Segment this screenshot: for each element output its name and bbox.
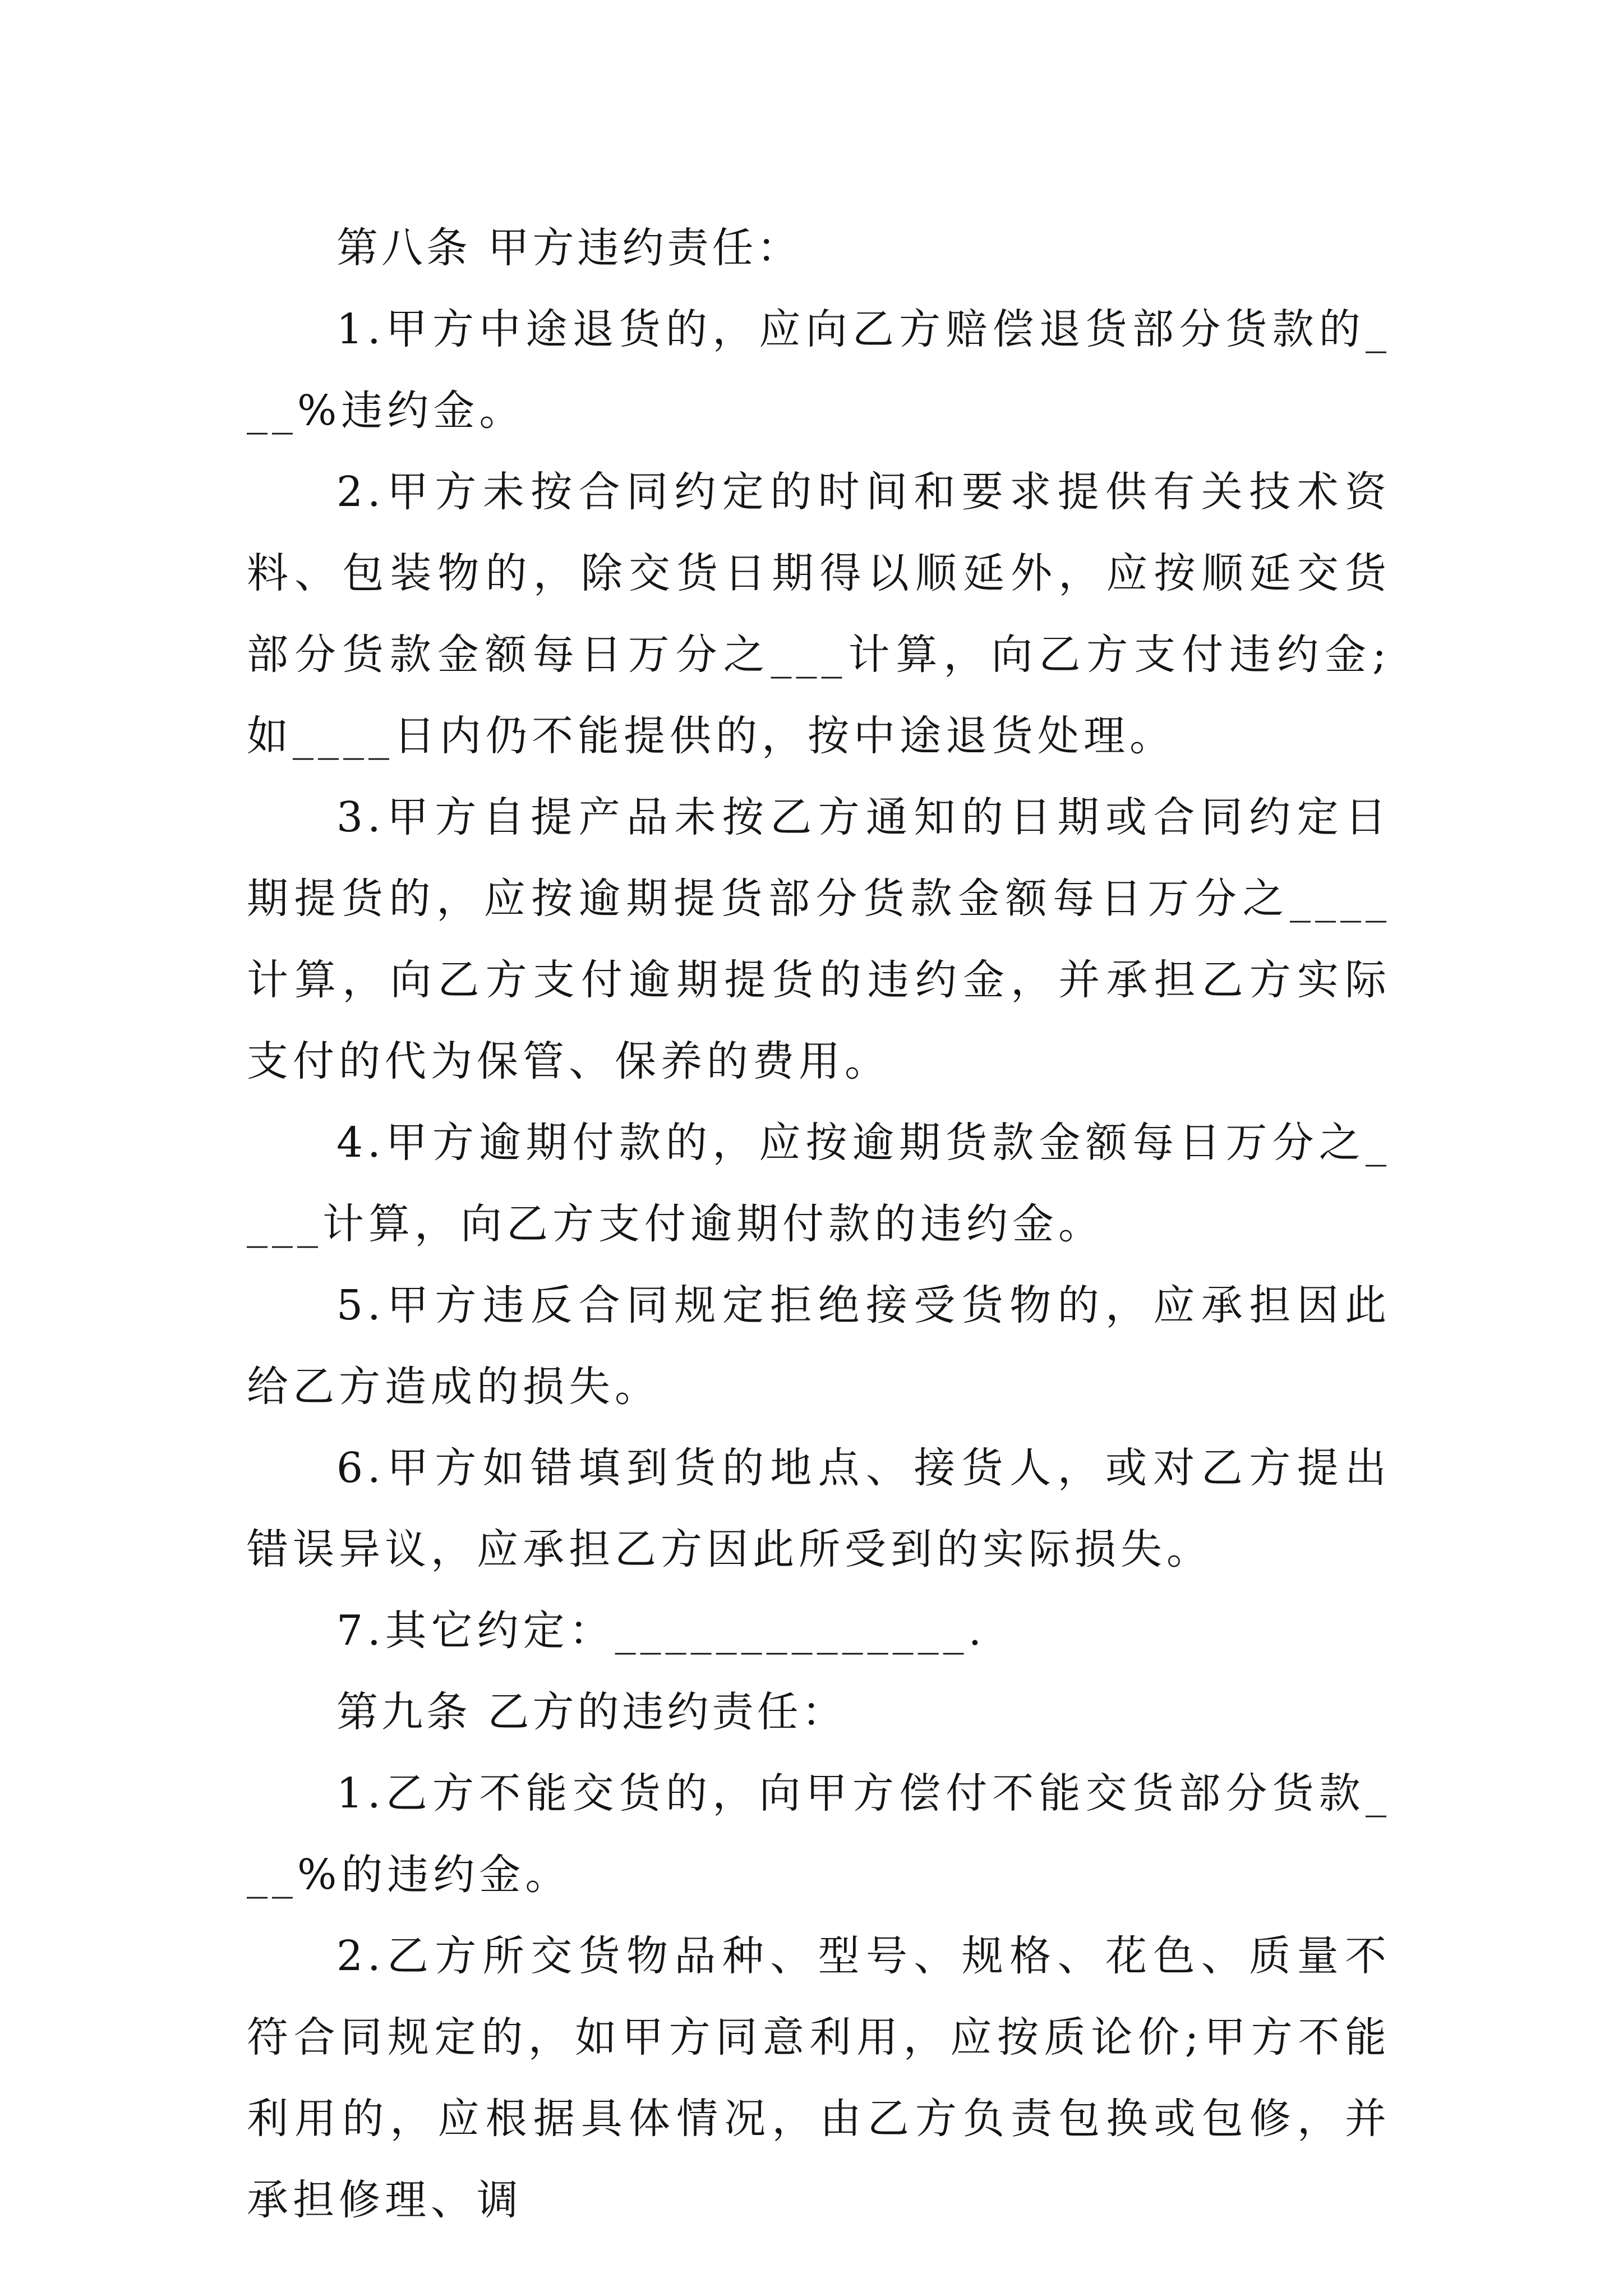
article-8-clause-3: 3.甲方自提产品未按乙方通知的日期或合同约定日期提货的，应按逾期提货部分货款金额每日万分之____计算，向乙方支付逾期提货的违约金，并承担乙方实际支付的代为保管、保养的费用。: [247, 793, 1391, 1085]
document-body: [247, 208, 1391, 2241]
article-9-clause-2: 2.乙方所交货物品种、型号、规格、花色、质量不符合同规定的，如甲方同意利用，应按质论价;甲方不能利用的，应根据具体情况，由乙方负责包换或包修，并承担修理、调: [247, 1932, 1391, 2224]
article-8-clause-4: 4.甲方逾期付款的，应按逾期货款金额每日万分之____计算，向乙方支付逾期付款的违约金。: [247, 1119, 1391, 1248]
article-9-heading: 第九条 乙方的违约责任：: [336, 1688, 847, 1736]
article-8-heading: 第八条 甲方违约责任：: [336, 224, 802, 272]
article-8-clause-6: 6.甲方如错填到货的地点、接货人，或对乙方提出错误异议，应承担乙方因此所受到的实际损失。: [247, 1444, 1391, 1573]
article-8-clause-2: 2.甲方未按合同约定的时间和要求提供有关技术资料、包装物的，除交货日期得以顺延外，应按顺延交货部分货款金额每日万分之___计算，向乙方支付违约金;如____日内仍不能提供的，按中途退货处理。: [247, 468, 1391, 760]
article-8-clause-7: 7.其它约定：______________.: [336, 1607, 986, 1655]
article-8-clause-1: 1.甲方中途退货的，应向乙方赔偿退货部分货款的___%违约金。: [247, 305, 1391, 435]
article-9-clause-1: 1.乙方不能交货的，向甲方偿付不能交货部分货款___%的违约金。: [247, 1769, 1391, 1899]
article-8-clause-5: 5.甲方违反合同规定拒绝接受货物的，应承担因此给乙方造成的损失。: [247, 1281, 1391, 1411]
